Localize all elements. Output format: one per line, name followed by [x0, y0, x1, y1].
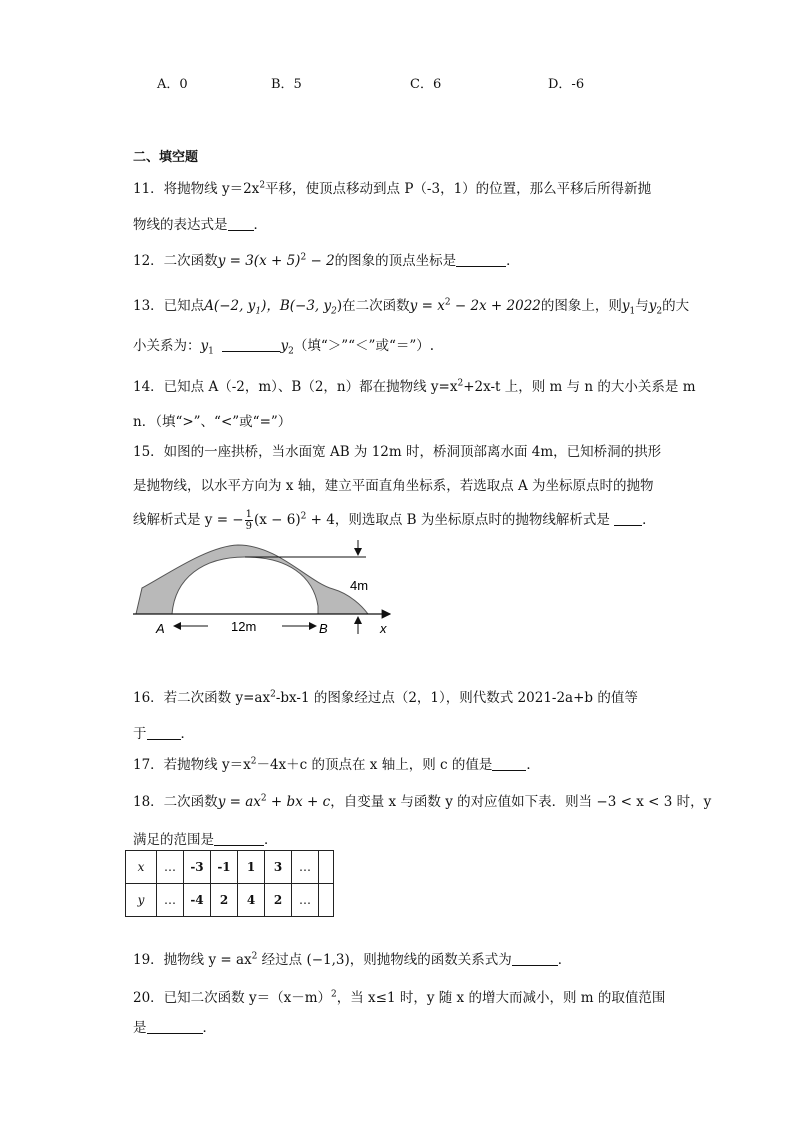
answer-blank-20[interactable]: [147, 1019, 203, 1034]
answer-blank-13[interactable]: [222, 337, 280, 352]
table-header-y: y: [126, 884, 157, 917]
label-x: x: [380, 621, 387, 636]
question-20-line-1: 20．已知二次函数 $y=(x-m)^2$，当 x≤1 时，y 随 x 的增大而减小，则 m 的取值范围: [133, 989, 666, 1006]
choice-d: D．-6: [548, 77, 585, 92]
question-18-line-1: 18．二次函数$y = ax^2$ + bx + c，自变量 x 与函数 y 的对应值如下表．则当 −3 < x < 3 时，y: [133, 793, 712, 810]
table-cell: 2: [265, 884, 292, 917]
question-13-line-1: 13．已知点A(−2, $y_1$)，B(−3, $y_2$)在二次函数$y = x^2 - 2x + 2022$的图象上，则$y_1$与$y_2$的大: [133, 297, 690, 317]
bridge-figure: [128, 538, 398, 638]
label-a: A: [156, 621, 165, 636]
table-header-x: x: [126, 851, 157, 884]
choice-c: C．6: [410, 77, 442, 92]
question-19: 19．抛物线 $y = ax^2$ 经过点 (−1,3)，则抛物线的函数关系式为 ．: [133, 951, 572, 968]
question-15-line-3: 线解析式是 y = − $\frac{1}{9}$ $(x - 6)^2 + 4$，则选取点 B 为坐标原点时的抛物线解析式是 ．: [133, 509, 656, 532]
label-width: 12m: [231, 619, 257, 634]
label-b: B: [319, 621, 328, 636]
table-row: [126, 851, 334, 884]
question-12: 12．二次函数$y = 3(x + 5)^2 - 2$的图象的顶点坐标是 ．: [133, 252, 520, 269]
answer-blank-11[interactable]: [228, 216, 254, 231]
table-cell: [319, 851, 334, 884]
label-height: 4m: [350, 578, 369, 593]
table-cell: …: [292, 851, 319, 884]
table-row: [126, 884, 334, 917]
question-11-line-2: 物线的表达式是 ．: [133, 217, 267, 233]
table-cell: 4: [238, 884, 265, 917]
table-cell: -3: [184, 851, 211, 884]
answer-blank-19[interactable]: [512, 951, 558, 966]
question-16-line-2: 于 ．: [133, 726, 194, 742]
table-cell: …: [157, 884, 184, 917]
question-17: 17．若抛物线 $y=x^2-4x+c$ 的顶点在 x 轴上，则 c 的值是 ．: [133, 756, 540, 773]
answer-blank-16[interactable]: [147, 725, 181, 740]
question-20-line-2: 是 ．: [133, 1020, 216, 1036]
question-11-line-1: 11．将抛物线 $y=2x^2$平移，使顶点移动到点 P（-3，1）的位置，那么平移后所得新抛: [133, 180, 652, 197]
question-16-line-1: 16．若二次函数 $y=ax^2-bx-1$ 的图象经过点（2，1），则代数式 2021-2a+b 的值等: [133, 689, 638, 706]
choice-a: A．0: [157, 77, 188, 92]
question-13-line-2: 小关系为：$y_1$ $y_2$（填“＞”“＜”或“＝”）.: [133, 338, 435, 357]
table-cell: 2: [211, 884, 238, 917]
question-14-line-2: n．（填“>”、“<”或“=”）: [133, 414, 292, 430]
question-14-line-1: 14．已知点 A（-2，m）、B（2，n）都在抛物线 $y=x^2+2x-t$ 上，则 m 与 n 的大小关系是 m: [133, 378, 696, 395]
question-18-line-2: 满足的范围是 ．: [133, 832, 278, 848]
table-cell: …: [292, 884, 319, 917]
answer-blank-12[interactable]: [456, 252, 506, 267]
table-cell: -1: [211, 851, 238, 884]
question-15-line-1: 15．如图的一座拱桥，当水面宽 AB 为 12m 时，桥洞顶部离水面 4m，已知桥洞的拱形: [133, 444, 662, 460]
table-cell: -4: [184, 884, 211, 917]
table-cell: 1: [238, 851, 265, 884]
table-cell: 3: [265, 851, 292, 884]
fraction: $\frac{1}{9}$: [245, 509, 252, 532]
answer-blank-18[interactable]: [214, 831, 264, 846]
table-cell: …: [157, 851, 184, 884]
choice-b: B．5: [271, 77, 302, 92]
answer-blank-15[interactable]: [614, 511, 642, 526]
value-table: [125, 850, 334, 917]
bridge-body: [136, 545, 368, 614]
question-15-line-2: 是抛物线，以水平方向为 x 轴，建立平面直角坐标系，若选取点 A 为坐标原点时的抛物: [133, 478, 654, 494]
table-cell: [319, 884, 334, 917]
section-title: 二、填空题: [133, 150, 199, 165]
answer-blank-17[interactable]: [492, 756, 526, 771]
